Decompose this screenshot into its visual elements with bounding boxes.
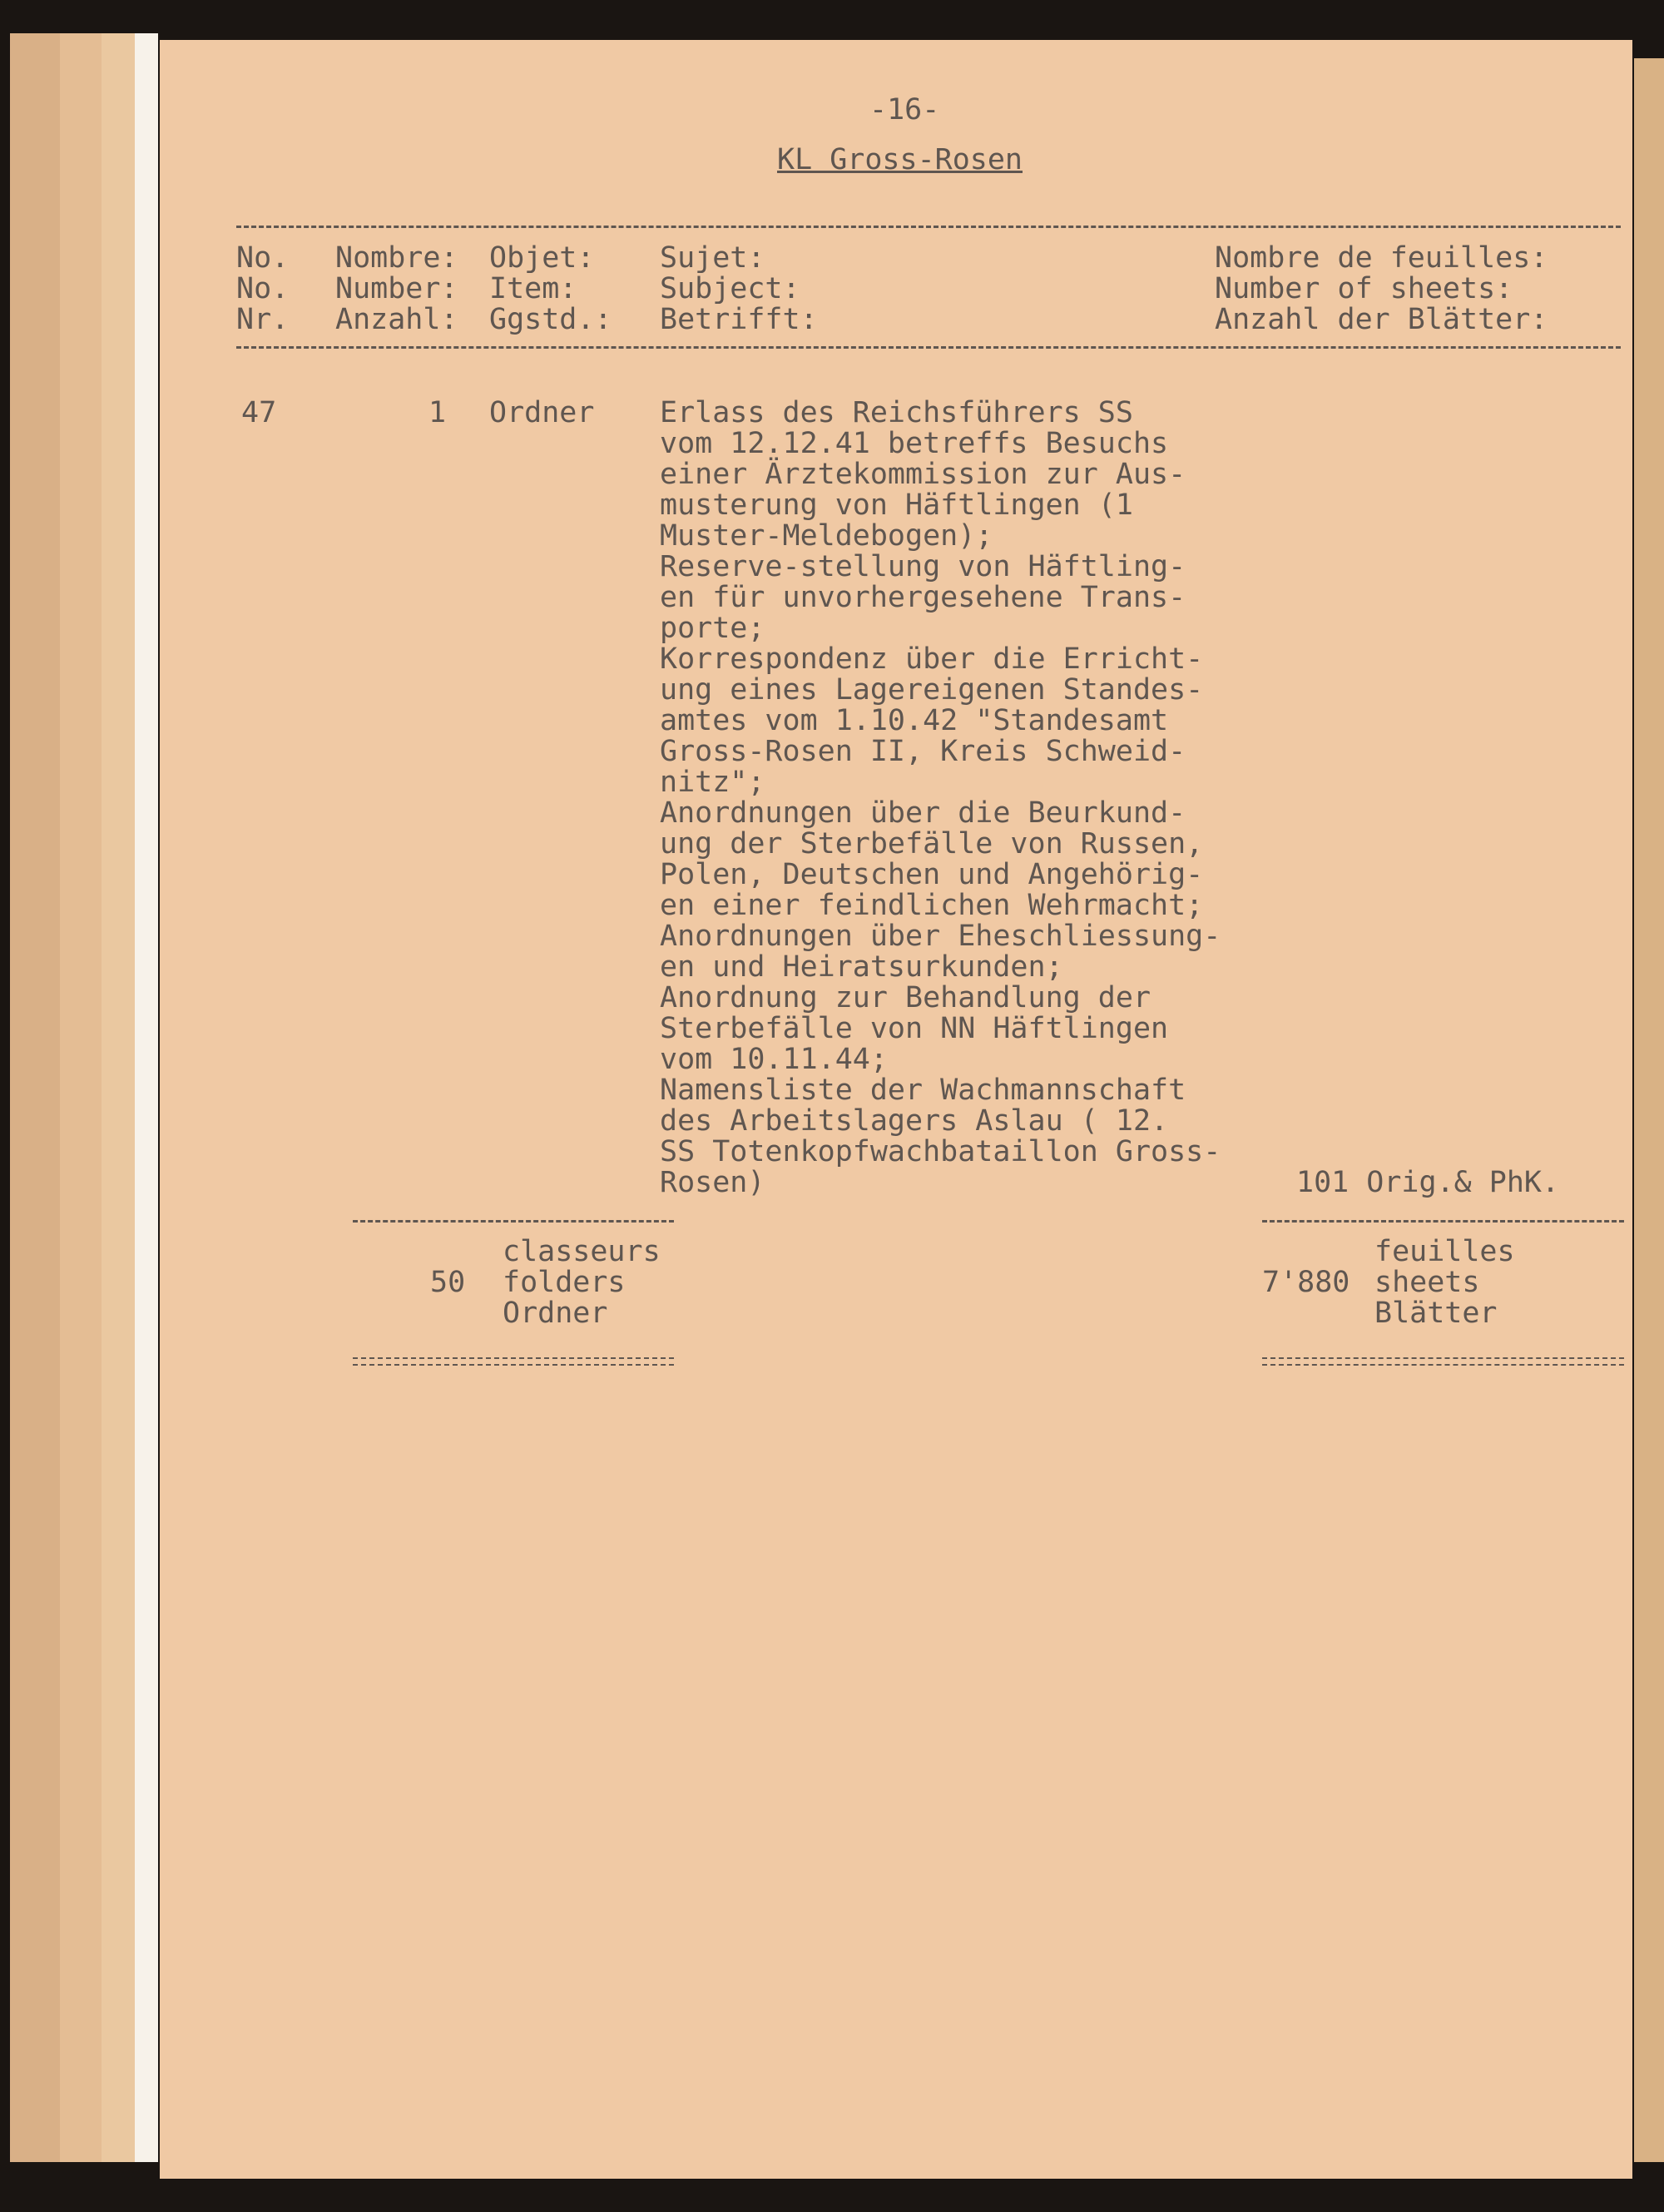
- subject-line: vom 10.11.44;: [660, 1043, 888, 1076]
- total-folders-label-en: folders: [503, 1266, 626, 1299]
- subject-line: Reserve-stellung von Häftling-: [660, 550, 1186, 583]
- total-folders-label-fr: classeurs: [503, 1235, 661, 1268]
- totals-double-rule-left: [353, 1357, 674, 1366]
- subject-line: Sterbefälle von NN Häftlingen: [660, 1012, 1169, 1045]
- page-stack-edge: [102, 33, 135, 2162]
- subject-line: en für unvorhergesehene Trans-: [660, 581, 1186, 614]
- subject-line: Muster-Meldebogen);: [660, 519, 993, 553]
- subject-line: nitz";: [660, 766, 765, 799]
- header-item-de: Ggstd.:: [489, 303, 612, 336]
- totals-top-rule-left: [353, 1220, 674, 1223]
- subject-line: amtes vom 1.10.42 "Standesamt: [660, 704, 1169, 737]
- entry-sheets: 101 Orig.& PhK.: [1296, 1166, 1560, 1199]
- subject-line: Korrespondenz über die Erricht-: [660, 642, 1204, 676]
- facing-page-edge: [1634, 58, 1664, 2162]
- subject-line: en und Heiratsurkunden;: [660, 950, 1063, 984]
- subject-line: ung der Sterbefälle von Russen,: [660, 827, 1204, 860]
- page-stack-edge: [135, 33, 158, 2162]
- totals-top-rule-right: [1262, 1220, 1624, 1223]
- header-subject-de: Betrifft:: [660, 303, 818, 336]
- subject-line: porte;: [660, 612, 765, 645]
- page-stack-edge: [60, 33, 102, 2162]
- header-count-en: Number:: [335, 272, 458, 305]
- page-number: -16-: [869, 93, 940, 126]
- subject-line: Anordnungen über Eheschliessung-: [660, 920, 1221, 953]
- header-subject-fr: Sujet:: [660, 241, 765, 275]
- entry-number: 47: [241, 396, 277, 429]
- header-count-fr: Nombre:: [335, 241, 458, 275]
- totals-double-rule-right: [1262, 1357, 1624, 1366]
- header-sheets-en: Number of sheets:: [1215, 272, 1513, 305]
- header-bottom-rule: [236, 346, 1621, 349]
- subject-line: des Arbeitslagers Aslau ( 12.: [660, 1104, 1169, 1138]
- header-top-rule: [236, 226, 1621, 228]
- subject-line: Namensliste der Wachmannschaft: [660, 1074, 1186, 1107]
- subject-line: ung eines Lagereigenen Standes-: [660, 673, 1204, 707]
- subject-line: Gross-Rosen II, Kreis Schweid-: [660, 735, 1186, 768]
- subject-line: SS Totenkopfwachbataillon Gross-: [660, 1135, 1221, 1168]
- total-sheets-label-fr: feuilles: [1374, 1235, 1515, 1268]
- subject-line: Polen, Deutschen und Angehörig-: [660, 858, 1204, 891]
- header-item-en: Item:: [489, 272, 577, 305]
- page-stack-edge: [10, 33, 60, 2162]
- header-sheets-de: Anzahl der Blätter:: [1215, 303, 1548, 336]
- total-sheets-count: 7'880: [1262, 1266, 1350, 1299]
- header-no-fr: No.: [236, 241, 290, 275]
- subject-line: musterung von Häftlingen (1: [660, 489, 1133, 522]
- header-subject-en: Subject:: [660, 272, 800, 305]
- subject-line: en einer feindlichen Wehrmacht;: [660, 889, 1204, 922]
- subject-line: Rosen): [660, 1166, 765, 1199]
- header-count-de: Anzahl:: [335, 303, 458, 336]
- total-sheets-label-de: Blätter: [1374, 1297, 1498, 1330]
- header-no-de: Nr.: [236, 303, 290, 336]
- total-sheets-label-en: sheets: [1374, 1266, 1480, 1299]
- total-folders-count: 50: [430, 1266, 466, 1299]
- header-no-en: No.: [236, 272, 290, 305]
- entry-item: Ordner: [489, 396, 595, 429]
- entry-count: 1: [428, 396, 447, 429]
- document-title: KL Gross-Rosen: [777, 143, 1023, 176]
- subject-line: Anordnung zur Behandlung der: [660, 981, 1151, 1014]
- subject-line: Erlass des Reichsführers SS: [660, 396, 1133, 429]
- document-page: [160, 40, 1632, 2179]
- subject-line: einer Ärztekommission zur Aus-: [660, 458, 1186, 491]
- header-item-fr: Objet:: [489, 241, 595, 275]
- total-folders-label-de: Ordner: [503, 1297, 608, 1330]
- header-sheets-fr: Nombre de feuilles:: [1215, 241, 1548, 275]
- subject-line: Anordnungen über die Beurkund-: [660, 796, 1186, 830]
- subject-line: vom 12.12.41 betreffs Besuchs: [660, 427, 1169, 460]
